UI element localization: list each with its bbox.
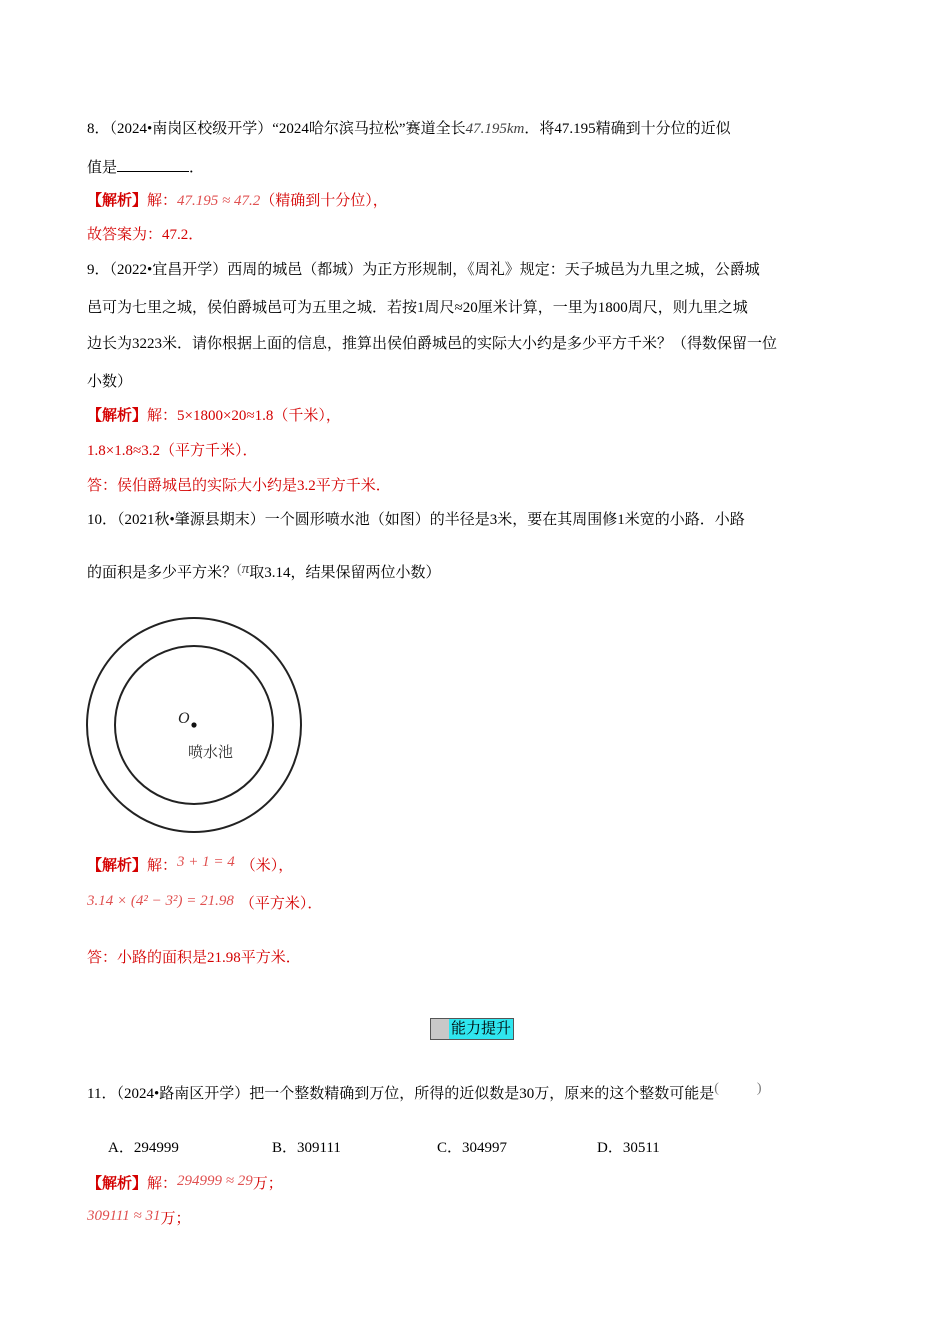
q10-solution-line1 — [87, 856, 293, 876]
q11-solution-tag: 【解析】 — [87, 1176, 148, 1192]
q10-solution-math1: 3 + 1 = 4 — [177, 854, 235, 870]
q10-pi-symbol: π — [241, 561, 250, 577]
q8-stem-text-a: 8．（2024•南岗区校级开学）“2024哈尔滨马拉松”赛道全长 — [87, 121, 466, 137]
section-header-marker — [431, 1019, 449, 1039]
q10-solution-unit1: （米）， — [240, 858, 294, 874]
q8-solution-prefix: 解： — [147, 193, 178, 209]
q10-answer: 答：小路的面积是21.98平方米． — [87, 950, 301, 966]
q11-solution-math2: 309111 ≈ 31 — [87, 1208, 161, 1224]
q10-stem-line1: 10．（2021秋•肇源县期末）一个圆形喷水池（如图）的半径是3米，要在其周围修1米宽的小路．小路 — [87, 512, 745, 528]
q11-paren-close: ) — [756, 1081, 762, 1096]
section-title: 能力提升 — [451, 1020, 512, 1037]
q11-option-b[interactable]: B．309111 — [272, 1140, 341, 1156]
q11-solution-line2 — [87, 1209, 191, 1229]
q9-stem-line3: 边长为3223米．请你根据上面的信息，推算出侯伯爵城邑的实际大小约是多少平方千米？（得数保留一位 — [87, 336, 778, 352]
q8-solution — [87, 191, 388, 211]
q11-option-d[interactable]: D．30511 — [597, 1140, 660, 1156]
q8-answer-blank — [117, 157, 189, 172]
q9-solution-text1: 解：5×1800×20≈1.8（千米）， — [147, 408, 341, 424]
q11-stem-text: 11．（2024•路南区开学）把一个整数精确到万位，所得的近似数是30万，原来的这个整数可能是 — [87, 1086, 715, 1102]
q8-stem-text-d: ． — [189, 160, 205, 176]
q8-stem-line1 — [87, 119, 731, 139]
q11-option-c[interactable]: C．304997 — [437, 1140, 508, 1156]
q8-solution-note: （精确到十分位）， — [260, 193, 388, 209]
q9-answer: 答：侯伯爵城邑的实际大小约是3.2平方千米． — [87, 478, 391, 494]
q10-solution-prefix: 解： — [147, 858, 178, 874]
center-point — [191, 722, 196, 727]
q11-solution-prefix: 解： — [147, 1176, 178, 1192]
q11-paren-open: ( — [714, 1081, 719, 1096]
q11-stem — [87, 1081, 762, 1105]
q8-distance-math: 47.195km — [465, 121, 525, 137]
q10-stem-text-a: 的面积是多少平方米？ — [87, 565, 238, 581]
pool-label: 喷水池 — [188, 744, 234, 761]
q11-solution-math1: 294999 ≈ 29 — [177, 1173, 253, 1189]
q9-stem-line2: 邑可为七里之城，侯伯爵城邑可为五里之城．若按1周尺≈20厘米计算，一里为1800周尺，则九里之城 — [87, 300, 748, 316]
fountain-figure — [84, 615, 306, 839]
section-header — [430, 1018, 514, 1040]
q10-stem-line2 — [87, 563, 440, 584]
q10-solution-math2: 3.14 × (4² − 3²) = 21.98 — [87, 893, 234, 909]
q9-solution-line1 — [87, 406, 341, 426]
q8-stem-line2 — [87, 157, 204, 178]
q10-solution-tag: 【解析】 — [87, 858, 148, 874]
q8-solution-tag: 【解析】 — [87, 193, 148, 209]
q10-stem-text-b: 取3.14，结果保留两位小数） — [249, 565, 441, 581]
q8-stem-text-c: 值是 — [87, 160, 118, 176]
center-label: O — [178, 710, 190, 727]
q8-answer: 故答案为：47.2． — [87, 227, 204, 243]
q10-paren: ( — [237, 562, 242, 577]
q9-stem-line4: 小数） — [87, 374, 133, 390]
q11-solution-unit1: 万； — [252, 1176, 283, 1192]
q9-solution-line2: 1.8×1.8≈3.2（平方千米）． — [87, 443, 258, 459]
q10-solution-line2 — [87, 894, 322, 914]
q10-solution-unit2: （平方米）． — [239, 896, 323, 912]
q9-solution-tag: 【解析】 — [87, 408, 148, 424]
q8-stem-text-b: ．将47.195精确到十分位的近似 — [524, 121, 731, 137]
q11-solution-line1 — [87, 1174, 283, 1194]
q9-stem-line1: 9．（2022•宜昌开学）西周的城邑（都城）为正方形规制，《周礼》规定：天子城邑为九里之城，公爵城 — [87, 262, 760, 278]
q8-solution-math: 47.195 ≈ 47.2 — [177, 193, 261, 209]
q11-option-a[interactable]: A．294999 — [108, 1140, 179, 1156]
q11-solution-unit2: 万； — [160, 1211, 191, 1227]
